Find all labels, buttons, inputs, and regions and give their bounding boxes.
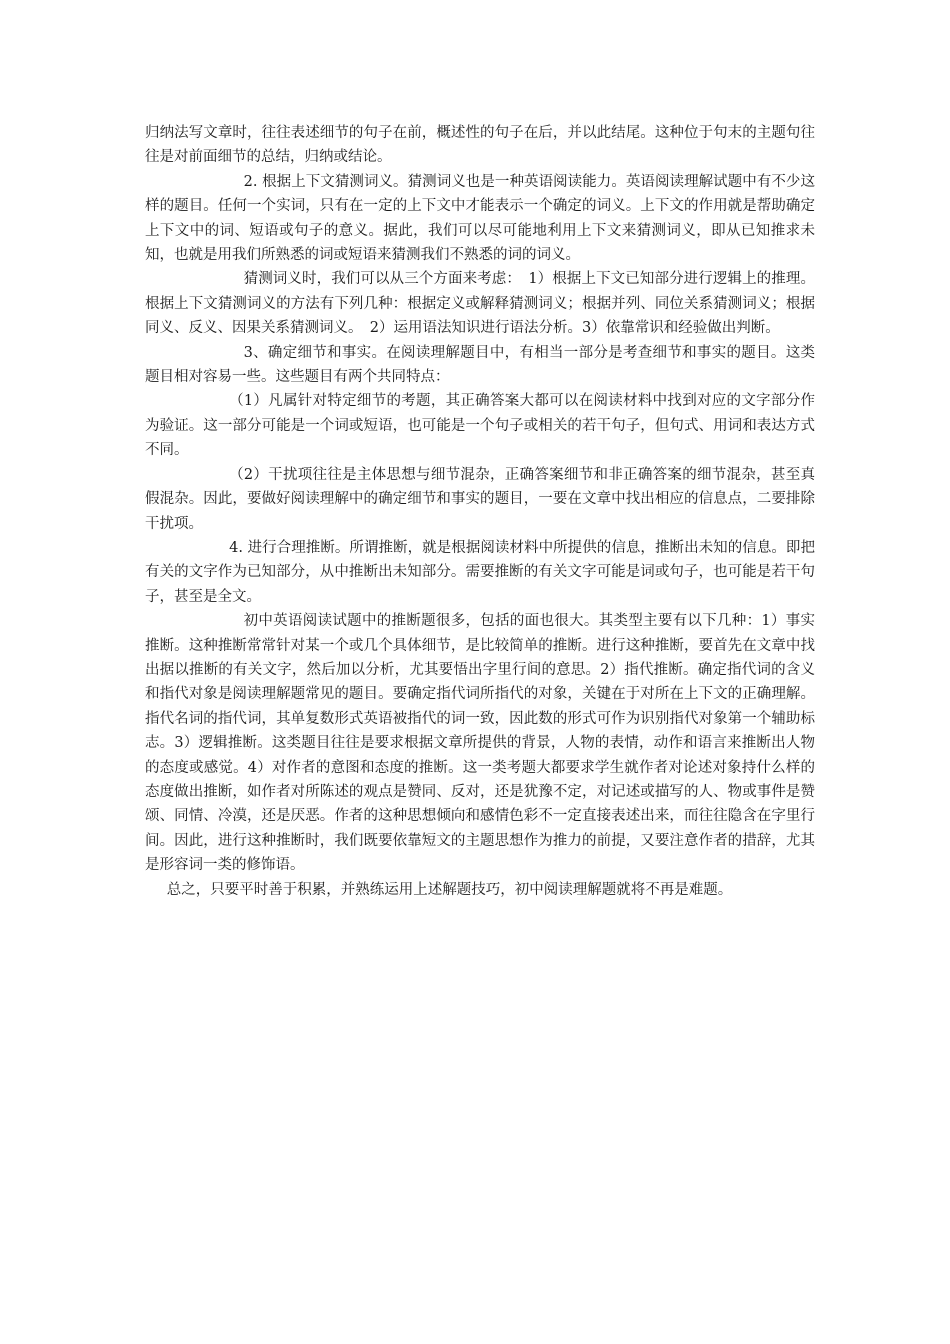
document-body [145,121,815,902]
paragraph-detail-point-1: （1）凡属针对特定细节的考题，其正确答案大都可以在阅读材料中找到对应的文字部分作为验证。这一部分可能是一个词或短语，也可能是一个句子或相关的若干句子，但句式、用词和表达方式不同。 [145,393,815,459]
paragraph-induction-conclusion: 归纳法写文章时，往往表述细节的句子在前，概述性的句子在后，并以此结尾。这种位于句末的主题句往往是对前面细节的总结，归纳或结论。 [145,125,815,166]
paragraph-summary: 总之，只要平时善于积累，并熟练运用上述解题技巧，初中阅读理解题就将不再是难题。 [166,881,733,898]
paragraph-details-and-facts: 3、确定细节和事实。在阅读理解题目中，有相当一部分是考查细节和事实的题目。这类题目相对容易一些。这些题目有两个共同特点： [145,344,815,386]
paragraph-detail-point-2: （2）干扰项往往是主体思想与细节混杂，正确答案细节和非正确答案的细节混杂，甚至真假混杂。因此，要做好阅读理解中的确定细节和事实的题目，一要在文章中找出相应的信息点，二要排除干扰项。 [145,466,815,532]
paragraph-guess-three-aspects: 猜测词义时，我们可以从三个方面来考虑： 1）根据上下文已知部分进行逻辑上的推理。根据上下文猜测词义的方法有下列几种：根据定义或解释猜测词义；根据并列、同位关系猜测词义；根据同义、反义、因果关系猜测词义。 2）运用语法知识进行语法分析。3）依靠常识和经验做出判断。 [145,271,815,337]
paragraph-guess-word-meaning: 2. 根据上下文猜测词义。猜测词义也是一种英语阅读能力。英语阅读理解试题中有不少这样的题目。任何一个实词，只有在一定的上下文中才能表示一个确定的词义。上下文的作用就是帮助确定上下文中的词、短语或句子的意义。据此，我们可以尽可能地利用上下文来猜测词义，即从已知推求未知，也就是用我们所熟悉的词或短语来猜测我们不熟悉的词的词义。 [145,173,815,264]
paragraph-inference-types: 初中英语阅读试题中的推断题很多，包括的面也很大。其类型主要有以下几种：1）事实推断。这种推断常常针对某一个或几个具体细节，是比较简单的推断。进行这种推断，要首先在文章中找出据以推断的有关文字，然后加以分析，尤其要悟出字里行间的意思。2）指代推断。确定指代词的含义和指代对象是阅读理解题常见的题目。要确定指代词所指代的对象，关键在于对所在上下文的正确理解。指代名词的指代词，其单复数形式英语被指代的词一致，因此数的形式可作为识别指代对象第一个辅助标志。3）逻辑推断。这类题目往往是要求根据文章所提供的背景，人物的表情，动作和语言来推断出人物的态度或感觉。4）对作者的意图和态度的推断。这一类考题大都要求学生就作者对论述对象持什么样的态度做出推断，如作者对所陈述的观点是赞同、反对，还是犹豫不定，对记述或描写的人、物或事件是赞颂、同情、冷漠，还是厌恶。作者的这种思想倾向和感情色彩不一定直接表述出来，而往往隐含在字里行间。因此，进行这种推断时，我们既要依靠短文的主题思想作为推力的前提，又要注意作者的措辞，尤其是形容词一类的修饰语。 [145,613,815,874]
paragraph-reasonable-inference: 4. 进行合理推断。所谓推断，就是根据阅读材料中所提供的信息，推断出未知的信息。即把有关的文字作为已知部分，从中推断出未知部分。需要推断的有关文字可能是词或句子，也可能是若干句子，甚至是全文。 [145,539,815,605]
